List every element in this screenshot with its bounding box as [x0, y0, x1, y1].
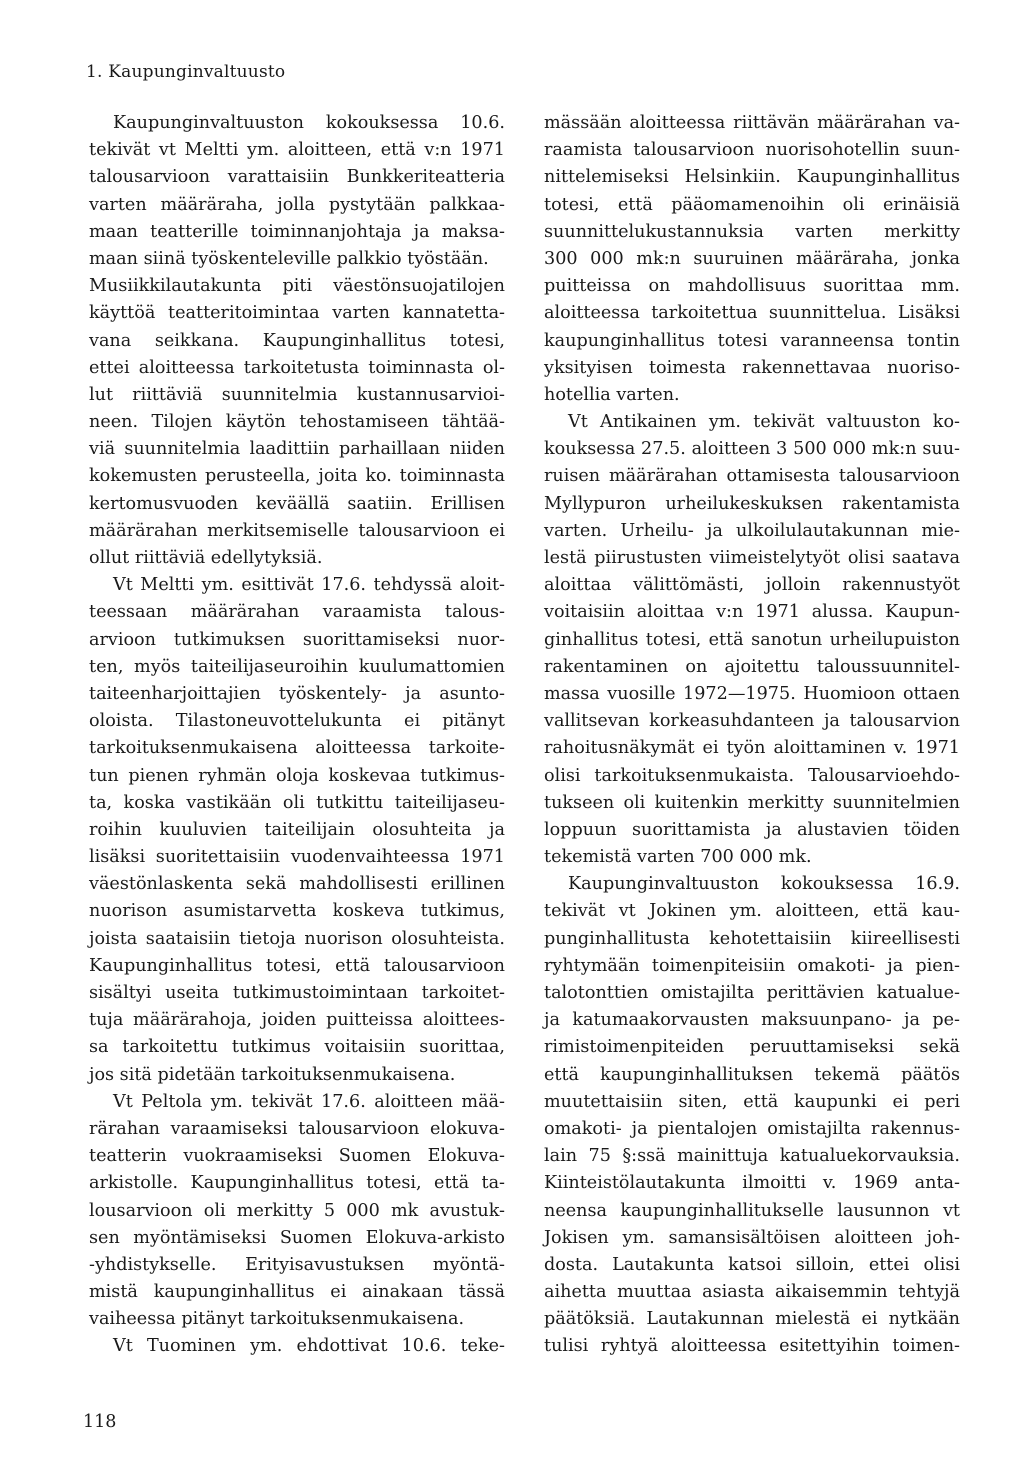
text-line: tekemistä varten 700 000 mk. [544, 847, 812, 868]
text-line: rimistoimenpiteiden peruuttamiseksi sekä [544, 1037, 960, 1058]
text-line: omakoti- ja pientalojen omistajilta rakennus- [544, 1118, 960, 1139]
text-line: aihetta muuttaa asiasta aikaisemmin tehtyjä [544, 1282, 960, 1303]
text-line: määrärahan merkitsemiselle talousarvioon ei [89, 520, 505, 541]
text-line: sen myöntämiseksi Suomen Elokuva-arkisto [89, 1227, 505, 1248]
text-line: talotonttien omistajilta perittävien katualue- [544, 983, 960, 1003]
text-line: rakentaminen on ajoitettu taloussuunnitel- [544, 656, 960, 677]
text-line: ryhtymään toimenpiteisiin omakoti- ja pien- [544, 955, 960, 976]
text-line: Kaupunginvaltuuston kokouksessa 10.6. [113, 113, 505, 133]
text-line: ta, koska vastikään oli tutkittu taiteilijaseu- [89, 792, 505, 813]
text-line: Kaupunginvaltuuston kokouksessa 16.9. [568, 874, 960, 895]
text-line: lousarvioon oli merkitty 5 000 mk avustuk- [89, 1200, 505, 1221]
text-line: punginhallitusta kehotettaisiin kiireellisesti [544, 928, 960, 949]
text-line: teatterin vuokraamiseksi Suomen Elokuva- [89, 1146, 505, 1167]
text-line: muutettaisiin siten, että kaupunki ei peri [544, 1091, 960, 1112]
text-line: taiteenharjoittajien työskentely- ja asunto- [89, 683, 505, 704]
text-line: tuja määrärahoja, joiden puitteissa aloittees- [89, 1010, 505, 1031]
text-line: ja katumaakorvausten maksuunpano- ja pe- [544, 1010, 960, 1031]
text-line: vaiheessa pitänyt tarkoituksenmukaisena. [89, 1309, 465, 1330]
text-line: kokemusten perusteella, joita ko. toiminnasta [89, 466, 505, 487]
text-line: voitaisiin aloittaa v:n 1971 alussa. Kaupun- [544, 602, 960, 623]
text-line: kertomusvuoden keväällä saatiin. Erillisen [89, 493, 505, 514]
text-line: massa vuosille 1972—1975. Huomioon ottaen [544, 683, 960, 704]
text-line: sisältyi useita tutkimustoimintaan tarkoitet- [89, 983, 505, 1003]
text-line: lisäksi suoritettaisiin vuodenvaihteessa 1971 [89, 847, 505, 868]
text-line: ollut riittäviä edellytyksiä. [89, 548, 323, 568]
text-line: hotellia varten. [544, 384, 680, 405]
text-line: neensa kaupunginhallitukselle lausunnon vt [544, 1200, 960, 1221]
text-line: Kaupunginhallitus totesi, että talousarvioon [89, 955, 505, 976]
text-line: maan siinä työskenteleville palkkio työstään. [89, 248, 489, 269]
text-line: oloista. Tilastoneuvottelukunta ei pitänyt [89, 711, 505, 732]
text-line: käyttöä teatteritoimintaa varten kannatetta- [89, 303, 505, 324]
text-line: rärahan varaamiseksi talousarvioon elokuva- [89, 1118, 505, 1139]
text-line: kaupunginhallitus totesi varanneensa tontin [544, 330, 960, 351]
text-line: päätöksiä. Lautakunnan mielestä ei nytkään [544, 1309, 960, 1330]
text-line: aloitteessa tarkoitettua suunnittelua. Lisäksi [544, 303, 960, 324]
text-line: yksityisen toimesta rakennettavaa nuoriso- [544, 357, 960, 378]
text-line: varten. Urheilu- ja ulkoilulautakunnan mie- [544, 520, 960, 541]
text-line: teessaan määrärahan varaamista talous- [89, 602, 505, 623]
page-number: 118 [83, 1412, 117, 1432]
text-line: roihin kuuluvien taiteilijain olosuhteita ja [89, 819, 505, 840]
text-line: joista saataisiin tietoja nuorison olosuhteista. [89, 928, 505, 949]
text-line: Vt Tuominen ym. ehdottivat 10.6. teke- [113, 1336, 505, 1357]
text-line: mässään aloitteessa riittävän määrärahan va- [544, 113, 960, 133]
text-line: ten, myös taiteilijaseuroihin kuulumattomien [89, 656, 505, 677]
text-line: Kiinteistölautakunta ilmoitti v. 1969 anta- [544, 1173, 960, 1194]
text-line: vallitsevan korkeasuhdanteen ja talousarvion [544, 711, 960, 732]
text-line: tukseen oli kuitenkin merkitty suunnitelmien [544, 792, 960, 813]
text-line: lain 75 §:ssä mainittuja katualuekorvauksia. [544, 1146, 960, 1167]
text-line: 300 000 mk:n suuruinen määräraha, jonka [544, 248, 960, 269]
text-line: raamista talousarvioon nuorisohotellin suun- [544, 140, 960, 161]
text-line: ginhallitus totesi, että sanotun urheilupuiston [544, 629, 960, 650]
text-line: Vt Peltola ym. tekivät 17.6. aloitteen mää- [113, 1091, 505, 1112]
text-line: nittelemiseksi Helsinkiin. Kaupunginhallitus [544, 167, 960, 188]
text-line: totesi, että pääomamenoihin oli erinäisiä [544, 194, 960, 215]
text-line: aloittaa välittömästi, jolloin rakennustyöt [544, 575, 960, 596]
text-line: Musiikkilautakunta piti väestönsuojatilojen [89, 276, 505, 297]
text-line: tekivät vt Jokinen ym. aloitteen, että kau- [544, 901, 960, 922]
text-line: maan teatterille toiminnanjohtaja ja maksa- [89, 221, 505, 242]
left-column [89, 110, 505, 1361]
text-line: talousarvioon varattaisiin Bunkkeriteatteria [89, 167, 505, 188]
text-line: että kaupunginhallituksen tekemä päätös [544, 1064, 960, 1085]
text-line: olisi tarkoituksenmukaista. Talousarvioehdo- [544, 765, 960, 786]
text-line: mistä kaupunginhallitus ei ainakaan tässä [89, 1282, 505, 1303]
text-line: Vt Meltti ym. esittivät 17.6. tehdyssä aloit- [113, 575, 505, 596]
text-line: suunnittelukustannuksia varten merkitty [544, 221, 960, 242]
text-line: lestä piirustusten viimeistelytyöt olisi saatava [544, 548, 960, 568]
text-line: tarkoituksenmukaisena aloitteessa tarkoite- [89, 738, 505, 759]
text-line: lut riittäviä suunnitelmia kustannusarvioi- [89, 384, 505, 405]
text-line: väestönlaskenta sekä mahdollisesti erillinen [89, 874, 505, 895]
text-line: ettei aloitteessa tarkoitetusta toiminnasta ol- [89, 357, 505, 378]
running-header: 1. Kaupunginvaltuusto [86, 62, 286, 82]
text-line: arvioon tutkimuksen suorittamiseksi nuor- [89, 629, 505, 650]
text-line: -yhdistykselle. Erityisavustuksen myöntä- [89, 1254, 505, 1275]
text-line: Jokisen ym. samansisältöisen aloitteen joh- [544, 1227, 960, 1248]
text-line: varten määräraha, jolla pystytään palkkaa- [89, 194, 505, 215]
right-column [544, 110, 960, 1361]
text-line: Myllypuron urheilukeskuksen rakentamista [544, 493, 960, 514]
text-line: tekivät vt Meltti ym. aloitteen, että v:n 1971 [89, 140, 505, 161]
text-line: nuorison asumistarvetta koskeva tutkimus, [89, 901, 505, 922]
text-line: jos sitä pidetään tarkoituksenmukaisena. [89, 1064, 456, 1085]
text-line: tulisi ryhtyä aloitteessa esitettyihin toimen- [544, 1336, 960, 1357]
text-line: neen. Tilojen käytön tehostamiseen tähtää- [89, 412, 505, 433]
text-line: sa tarkoitettu tutkimus voitaisiin suorittaa, [89, 1037, 505, 1058]
text-line: dosta. Lautakunta katsoi silloin, ettei olisi [544, 1254, 960, 1275]
text-line: tun pienen ryhmän oloja koskevaa tutkimus- [89, 765, 505, 786]
text-line: rahoitusnäkymät ei työn aloittaminen v. 1971 [544, 738, 960, 759]
text-line: puitteissa on mahdollisuus suorittaa mm. [544, 276, 960, 297]
text-line: arkistolle. Kaupunginhallitus totesi, että ta- [89, 1173, 505, 1194]
text-line: vana seikkana. Kaupunginhallitus totesi, [89, 330, 505, 351]
text-line: Vt Antikainen ym. tekivät valtuuston ko- [568, 412, 960, 433]
text-line: kouksessa 27.5. aloitteen 3 500 000 mk:n suu- [544, 439, 960, 460]
text-line: ruisen määrärahan ottamisesta talousarvioon [544, 466, 960, 487]
text-line: loppuun suorittamista ja alustavien töiden [544, 819, 960, 840]
text-line: viä suunnitelmia laadittiin parhaillaan niiden [89, 439, 505, 460]
